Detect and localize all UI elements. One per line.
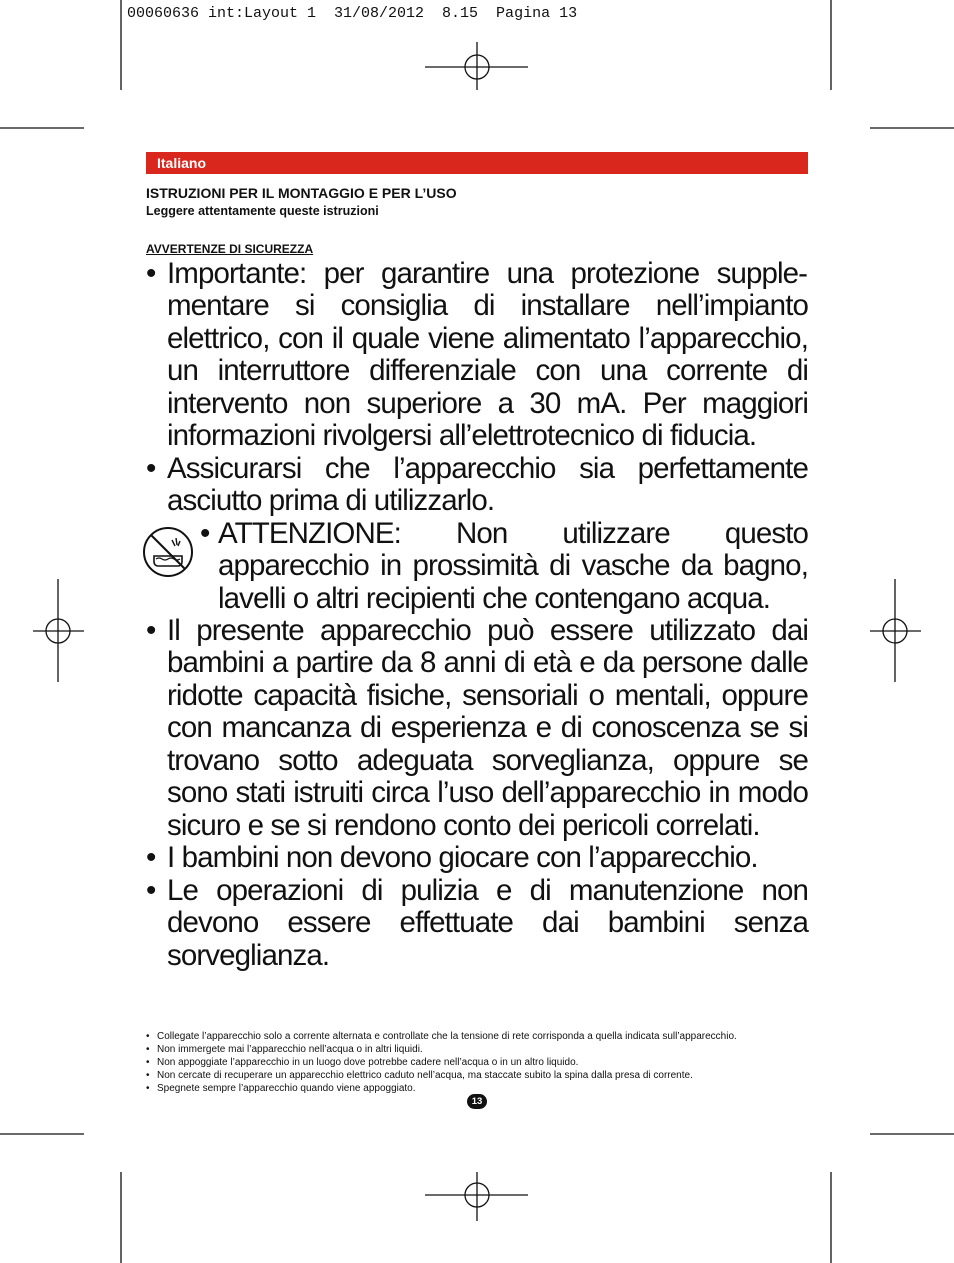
safety-warning-text: Importante: per garantire una protezione supplementare si consiglia di installare nell’impianto elettrico, con il quale viene alimentato l’apparecchio, un interruttore differenziale con una corrente di intervento non superiore a 30 mA. Per maggiori informazioni rivolgersi all’elettrotecnico di fiducia. [167, 257, 808, 453]
registration-mark-icon [870, 579, 921, 682]
safety-warning-item: • I bambini non devono giocare con l’apparecchio. [146, 841, 758, 875]
safety-warning-text: Assicurarsi che l’apparecchio sia perfettamente asciutto prima di utilizzarlo. [167, 451, 808, 518]
fine-print-item: • Non cercate di recuperare un apparecchio elettrico caduto nell’acqua, ma staccate subito la spina dalla presa di corrente. [146, 1069, 808, 1082]
safety-warning-item: • Assicurarsi che l’apparecchio sia perfettamente asciutto prima di utilizzarlo. [146, 451, 808, 518]
safety-warning-text: ATTENZIONE: Non utilizzare questo apparecchio in prossimità di vasche da bagno, lavelli o altri recipienti che contengano acqua. [218, 516, 808, 615]
fine-print-item: • Non appoggiate l’apparecchio in un luogo dove potrebbe cadere nell’acqua o in un altro liquido. [146, 1056, 808, 1069]
safety-warning-item: • Le operazioni di pulizia e di manutenzione non devono essere effettuate dai bambini senza sorveglianza. [146, 873, 808, 972]
no-water-bathtub-icon [142, 526, 194, 578]
safety-warning-item: • ATTENZIONE: Non utilizzare questo apparecchio in prossimità di vasche da bagno, lavelli o altri recipienti che contengano acqua. [146, 518, 808, 615]
safety-warning-item: • Importante: per garantire una protezione supplementare si consiglia di installare nell’impianto elettrico, con il quale viene alimentato l’apparecchio, un interruttore differenziale con una corrente di intervento non superiore a 30 mA. Per maggiori informazioni rivolgersi all’elettrotecnico di fiducia. [146, 257, 808, 453]
fine-print-list [146, 1030, 808, 1095]
page-number: 13 [467, 1094, 487, 1109]
language-label: Italiano [157, 155, 207, 171]
registration-mark-icon [425, 42, 528, 90]
fine-print-item: • Non immergete mai l’apparecchio nell’acqua o in altri liquidi. [146, 1043, 808, 1056]
safety-warning-text: Il presente apparecchio può essere utilizzato dai bambini a partire da 8 anni di età e da persone dalle ridotte capacità fisiche, sensoriali o mentali, oppure con mancanza di esperienza e di conoscenza se si trovano sotto adeguata sorveglianza, oppure se sono stati istruiti circa l’uso dell’apparecchio in modo sicuro e se si rendono conto dei pericoli correlati. [167, 613, 808, 842]
safety-warning-text: I bambini non devono giocare con l’apparecchio. [167, 841, 758, 875]
safety-warning-text: Le operazioni di pulizia e di manutenzione non devono essere effettuate dai bambini senza sorveglianza. [167, 873, 808, 972]
document-title: ISTRUZIONI PER IL MONTAGGIO E PER L’USO [146, 185, 457, 201]
registration-mark-icon [425, 1172, 528, 1221]
safety-warning-item: • Il presente apparecchio può essere utilizzato dai bambini a partire da 8 anni di età e da persone dalle ridotte capacità fisiche, sensoriali o mentali, oppure con mancanza di esperienza e di conoscenza se si trovano sotto adeguata sorveglianza, oppure se sono stati istruiti circa l’uso dell’apparecchio in modo sicuro e se si rendono conto dei pericoli correlati. [146, 613, 808, 842]
registration-mark-icon [33, 579, 84, 682]
document-subtitle: Leggere attentamente queste istruzioni [146, 204, 379, 218]
language-bar [146, 152, 808, 174]
fine-print-item: • Spegnete sempre l’apparecchio quando viene appoggiato. [146, 1082, 808, 1095]
safety-warnings-list [146, 258, 808, 972]
print-slug: 00060636 int:Layout 1 31/08/2012 8.15 Pagina 13 [127, 5, 578, 22]
section-heading: AVVERTENZE DI SICUREZZA [146, 242, 314, 256]
fine-print-item: • Collegate l’apparecchio solo a corrente alternata e controllate che la tensione di rete corrisponda a quella indicata sull’apparecchio. [146, 1030, 808, 1043]
